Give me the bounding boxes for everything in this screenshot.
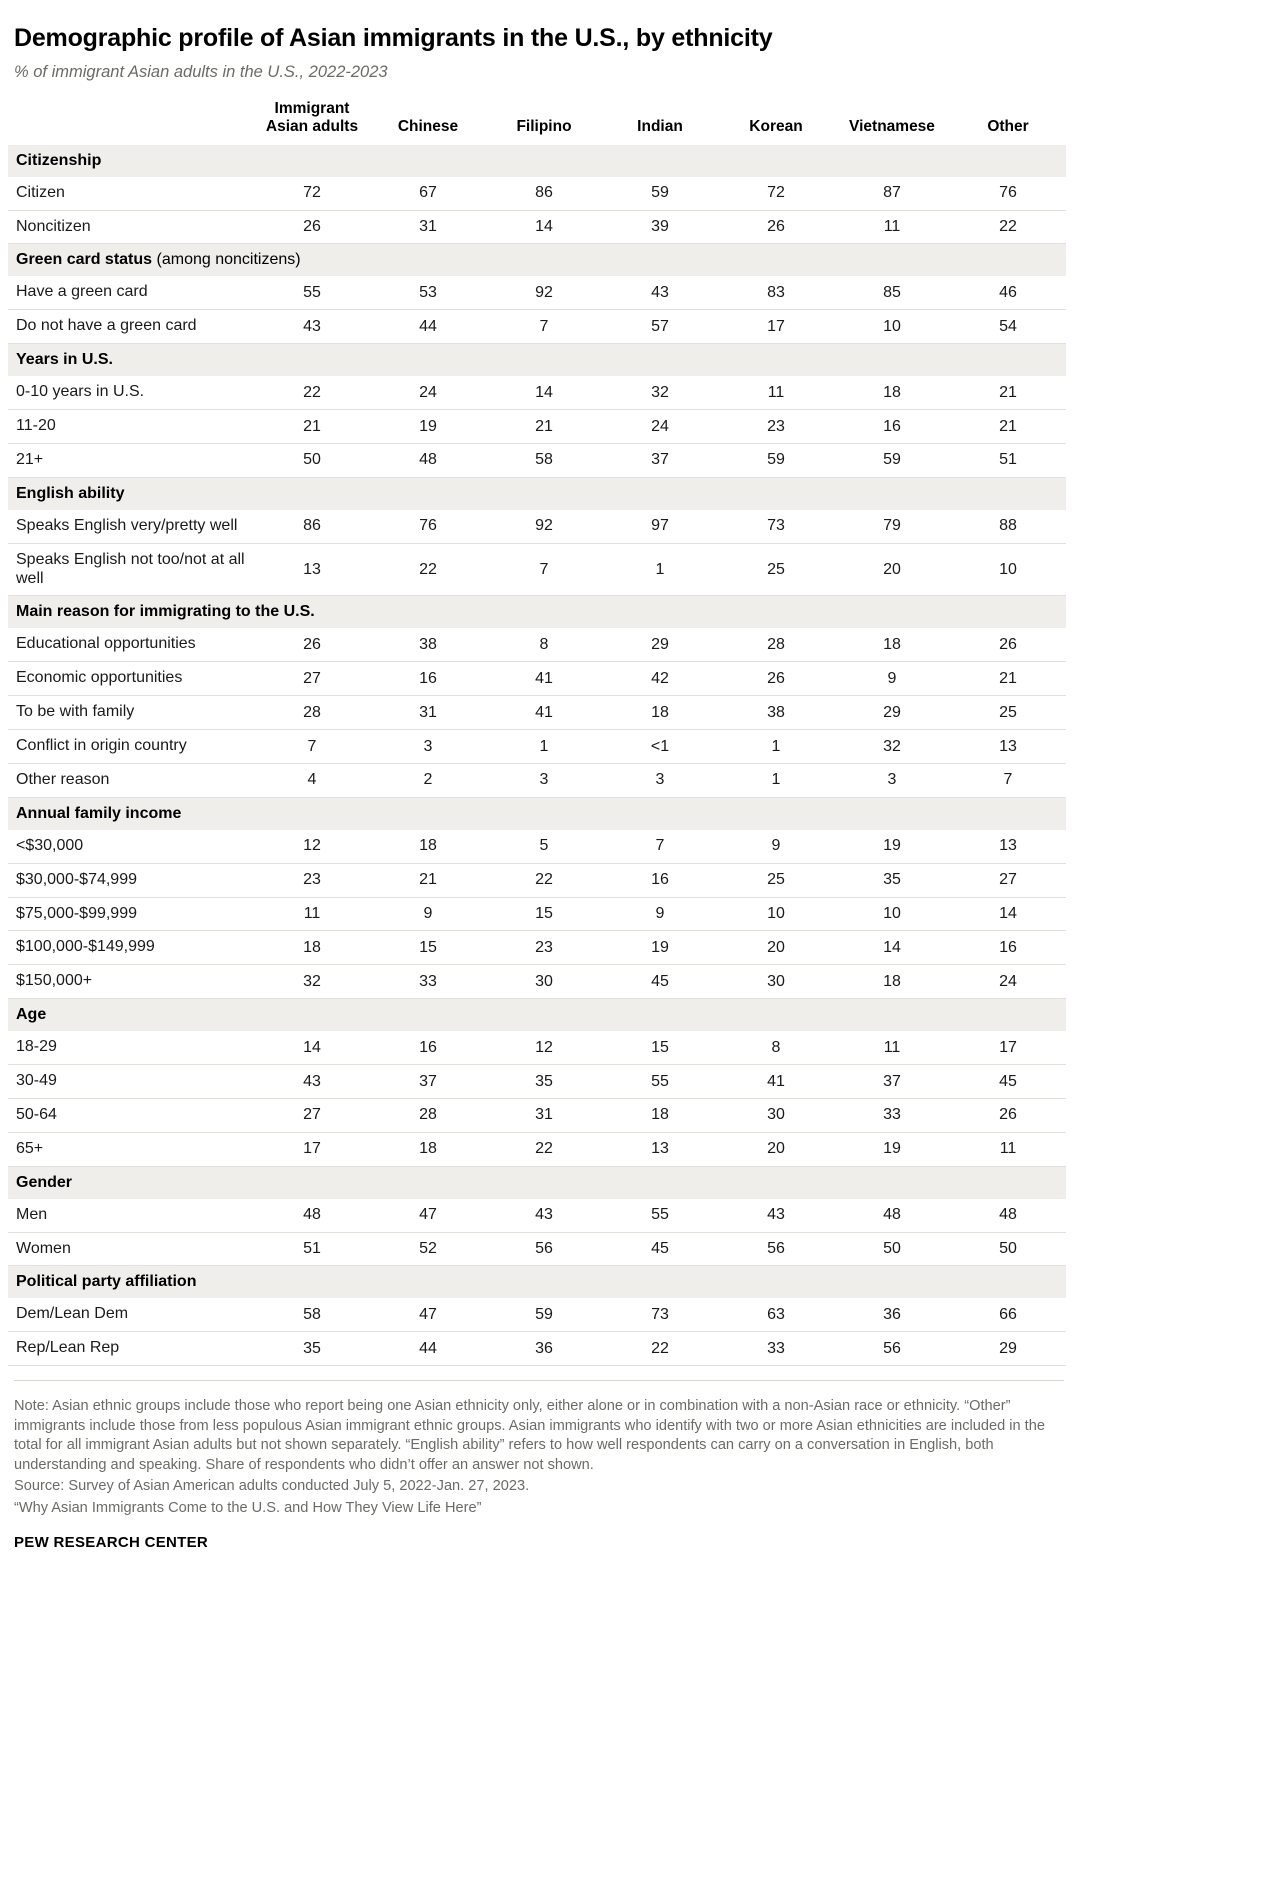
cell-value: 25 bbox=[718, 543, 834, 596]
cell-value: 19 bbox=[834, 1132, 950, 1166]
cell-value: 35 bbox=[834, 863, 950, 897]
table-row bbox=[8, 510, 1066, 543]
cell-value: 31 bbox=[370, 696, 486, 730]
row-label: Citizen bbox=[8, 177, 254, 210]
cell-value: 67 bbox=[370, 177, 486, 210]
row-label: Women bbox=[8, 1232, 254, 1266]
cell-value: 66 bbox=[950, 1298, 1066, 1331]
cell-value: 11 bbox=[834, 210, 950, 244]
section-title-text: Main reason for immigrating to the U.S. bbox=[16, 603, 315, 621]
section-title-text: Years in U.S. bbox=[16, 351, 113, 369]
column-header-label bbox=[8, 100, 254, 145]
cell-value: 8 bbox=[718, 1031, 834, 1064]
cell-value: 30 bbox=[486, 965, 602, 999]
table-row bbox=[8, 210, 1066, 244]
cell-value: 24 bbox=[370, 376, 486, 409]
cell-value: 42 bbox=[602, 662, 718, 696]
cell-value: 28 bbox=[254, 696, 370, 730]
section-title-subtext: (among noncitizens) bbox=[152, 251, 301, 269]
table-section-header bbox=[8, 797, 1066, 830]
section-title bbox=[8, 596, 1066, 629]
cell-value: 58 bbox=[254, 1298, 370, 1331]
cell-value: 85 bbox=[834, 276, 950, 309]
section-title-text: Gender bbox=[16, 1173, 73, 1191]
cell-value: 76 bbox=[950, 177, 1066, 210]
cell-value: 16 bbox=[602, 863, 718, 897]
cell-value: 7 bbox=[486, 543, 602, 596]
column-header-line2: Asian adults bbox=[265, 117, 359, 135]
cell-value: 92 bbox=[486, 276, 602, 309]
cell-value: 37 bbox=[602, 443, 718, 477]
cell-value: 26 bbox=[950, 1098, 1066, 1132]
cell-value: 21 bbox=[370, 863, 486, 897]
cell-value: 4 bbox=[254, 763, 370, 797]
section-title bbox=[8, 477, 1066, 510]
column-header-line1: Immigrant bbox=[274, 99, 350, 117]
cell-value: 50 bbox=[254, 443, 370, 477]
cell-value: 58 bbox=[486, 443, 602, 477]
table-row bbox=[8, 931, 1066, 965]
cell-value: 19 bbox=[370, 410, 486, 444]
table-section-header bbox=[8, 344, 1066, 377]
cell-value: 32 bbox=[834, 730, 950, 764]
cell-value: 14 bbox=[834, 931, 950, 965]
cell-value: 9 bbox=[370, 897, 486, 931]
cell-value: 20 bbox=[834, 543, 950, 596]
cell-value: 33 bbox=[370, 965, 486, 999]
section-title-text: Age bbox=[16, 1006, 47, 1024]
table-section-header bbox=[8, 477, 1066, 510]
table-header-row bbox=[8, 100, 1066, 145]
cell-value: 5 bbox=[486, 830, 602, 863]
chart-subtitle: % of immigrant Asian adults in the U.S., 2022-2023 bbox=[14, 62, 388, 81]
section-title bbox=[8, 797, 1066, 830]
cell-value: 17 bbox=[950, 1031, 1066, 1064]
cell-value: 23 bbox=[254, 863, 370, 897]
cell-value: 41 bbox=[718, 1065, 834, 1099]
cell-value: 56 bbox=[834, 1332, 950, 1366]
table-row bbox=[8, 410, 1066, 444]
column-header-korean: Korean bbox=[749, 117, 803, 135]
cell-value: 2 bbox=[370, 763, 486, 797]
section-title bbox=[8, 344, 1066, 377]
cell-value: 10 bbox=[834, 310, 950, 344]
cell-value: 41 bbox=[486, 696, 602, 730]
row-label: 21+ bbox=[8, 443, 254, 477]
cell-value: 51 bbox=[950, 443, 1066, 477]
cell-value: 56 bbox=[718, 1232, 834, 1266]
cell-value: 47 bbox=[370, 1298, 486, 1331]
table-section-header bbox=[8, 596, 1066, 629]
row-label: $100,000-$149,999 bbox=[8, 931, 254, 965]
cell-value: 76 bbox=[370, 510, 486, 543]
cell-value: 18 bbox=[834, 965, 950, 999]
row-label: Men bbox=[8, 1199, 254, 1232]
table-row bbox=[8, 276, 1066, 309]
row-label: Speaks English not too/not at all well bbox=[8, 543, 254, 596]
column-header-other: Other bbox=[987, 117, 1029, 135]
cell-value: 53 bbox=[370, 276, 486, 309]
section-title bbox=[8, 145, 1066, 177]
row-label: Conflict in origin country bbox=[8, 730, 254, 764]
row-label: $30,000-$74,999 bbox=[8, 863, 254, 897]
cell-value: 22 bbox=[254, 376, 370, 409]
section-title bbox=[8, 244, 1066, 277]
section-title-text: Citizenship bbox=[16, 151, 102, 169]
cell-value: 21 bbox=[950, 410, 1066, 444]
cell-value: 54 bbox=[950, 310, 1066, 344]
cell-value: 48 bbox=[254, 1199, 370, 1232]
cell-value: 38 bbox=[370, 628, 486, 661]
cell-value: 7 bbox=[486, 310, 602, 344]
cell-value: 23 bbox=[718, 410, 834, 444]
cell-value: 26 bbox=[254, 628, 370, 661]
column-header-filipino: Filipino bbox=[516, 117, 572, 135]
cell-value: 21 bbox=[950, 662, 1066, 696]
cell-value: 16 bbox=[950, 931, 1066, 965]
cell-value: 27 bbox=[254, 662, 370, 696]
cell-value: 73 bbox=[718, 510, 834, 543]
cell-value: 17 bbox=[254, 1132, 370, 1166]
cell-value: 46 bbox=[950, 276, 1066, 309]
table-row bbox=[8, 965, 1066, 999]
cell-value: 22 bbox=[486, 1132, 602, 1166]
cell-value: 45 bbox=[602, 965, 718, 999]
cell-value: 22 bbox=[950, 210, 1066, 244]
cell-value: 43 bbox=[486, 1199, 602, 1232]
table-row bbox=[8, 863, 1066, 897]
section-title-text: Annual family income bbox=[16, 804, 182, 822]
table-row bbox=[8, 1332, 1066, 1366]
row-label: 30-49 bbox=[8, 1065, 254, 1099]
table-row bbox=[8, 763, 1066, 797]
notes-divider bbox=[14, 1380, 1064, 1381]
cell-value: 9 bbox=[602, 897, 718, 931]
cell-value: 8 bbox=[486, 628, 602, 661]
cell-value: 26 bbox=[254, 210, 370, 244]
cell-value: 14 bbox=[950, 897, 1066, 931]
cell-value: 43 bbox=[718, 1199, 834, 1232]
cell-value: 30 bbox=[718, 1098, 834, 1132]
cell-value: 3 bbox=[834, 763, 950, 797]
cell-value: 19 bbox=[834, 830, 950, 863]
cell-value: 22 bbox=[370, 543, 486, 596]
cell-value: 25 bbox=[718, 863, 834, 897]
cell-value: 26 bbox=[718, 210, 834, 244]
cell-value: 22 bbox=[602, 1332, 718, 1366]
cell-value: 37 bbox=[370, 1065, 486, 1099]
cell-value: 50 bbox=[834, 1232, 950, 1266]
table-row bbox=[8, 1132, 1066, 1166]
cell-value: 25 bbox=[950, 696, 1066, 730]
cell-value: 33 bbox=[834, 1098, 950, 1132]
cell-value: 29 bbox=[602, 628, 718, 661]
cell-value: 88 bbox=[950, 510, 1066, 543]
cell-value: 15 bbox=[370, 931, 486, 965]
cell-value: 36 bbox=[834, 1298, 950, 1331]
cell-value: 55 bbox=[254, 276, 370, 309]
cell-value: 45 bbox=[950, 1065, 1066, 1099]
cell-value: 18 bbox=[254, 931, 370, 965]
pew-research-center-logo: PEW RESEARCH CENTER bbox=[14, 1534, 209, 1552]
section-title bbox=[8, 999, 1066, 1032]
cell-value: 32 bbox=[254, 965, 370, 999]
cell-value: 14 bbox=[486, 376, 602, 409]
row-label: Dem/Lean Dem bbox=[8, 1298, 254, 1331]
cell-value: 19 bbox=[602, 931, 718, 965]
cell-value: 1 bbox=[486, 730, 602, 764]
cell-value: 15 bbox=[486, 897, 602, 931]
table-row bbox=[8, 696, 1066, 730]
table-row bbox=[8, 1298, 1066, 1331]
cell-value: 11 bbox=[950, 1132, 1066, 1166]
cell-value: 72 bbox=[718, 177, 834, 210]
cell-value: 29 bbox=[834, 696, 950, 730]
section-title bbox=[8, 1166, 1066, 1199]
cell-value: 31 bbox=[370, 210, 486, 244]
table-row bbox=[8, 443, 1066, 477]
table-row bbox=[8, 543, 1066, 596]
cell-value: 24 bbox=[602, 410, 718, 444]
cell-value: 18 bbox=[834, 376, 950, 409]
cell-value: 45 bbox=[602, 1232, 718, 1266]
column-header-immigrant-asian-adults bbox=[254, 100, 370, 145]
cell-value: 11 bbox=[254, 897, 370, 931]
column-header-indian: Indian bbox=[637, 117, 683, 135]
row-label: To be with family bbox=[8, 696, 254, 730]
cell-value: 59 bbox=[834, 443, 950, 477]
table-row bbox=[8, 730, 1066, 764]
cell-value: 22 bbox=[486, 863, 602, 897]
cell-value: 55 bbox=[602, 1199, 718, 1232]
cell-value: 10 bbox=[950, 543, 1066, 596]
cell-value: 43 bbox=[254, 310, 370, 344]
cell-value: 44 bbox=[370, 1332, 486, 1366]
row-label: 0-10 years in U.S. bbox=[8, 376, 254, 409]
cell-value: 48 bbox=[834, 1199, 950, 1232]
cell-value: 21 bbox=[486, 410, 602, 444]
cell-value: 63 bbox=[718, 1298, 834, 1331]
cell-value: 1 bbox=[718, 763, 834, 797]
cell-value: 55 bbox=[602, 1065, 718, 1099]
cell-value: 27 bbox=[950, 863, 1066, 897]
cell-value: 44 bbox=[370, 310, 486, 344]
cell-value: 28 bbox=[370, 1098, 486, 1132]
table-section-header bbox=[8, 145, 1066, 177]
cell-value: 7 bbox=[602, 830, 718, 863]
table-row bbox=[8, 1199, 1066, 1232]
cell-value: 37 bbox=[834, 1065, 950, 1099]
cell-value: 59 bbox=[486, 1298, 602, 1331]
cell-value: 16 bbox=[370, 662, 486, 696]
section-title bbox=[8, 1266, 1066, 1299]
row-label: $75,000-$99,999 bbox=[8, 897, 254, 931]
cell-value: 86 bbox=[254, 510, 370, 543]
row-label: <$30,000 bbox=[8, 830, 254, 863]
cell-value: 52 bbox=[370, 1232, 486, 1266]
cell-value: 36 bbox=[486, 1332, 602, 1366]
cell-value: 11 bbox=[834, 1031, 950, 1064]
cell-value: 97 bbox=[602, 510, 718, 543]
cell-value: 24 bbox=[950, 965, 1066, 999]
demographic-table bbox=[8, 100, 1066, 1366]
row-label: Educational opportunities bbox=[8, 628, 254, 661]
table-row bbox=[8, 177, 1066, 210]
table-row bbox=[8, 1098, 1066, 1132]
row-label: 11-20 bbox=[8, 410, 254, 444]
cell-value: 9 bbox=[834, 662, 950, 696]
cell-value: 7 bbox=[950, 763, 1066, 797]
row-label: Noncitizen bbox=[8, 210, 254, 244]
cell-value: 3 bbox=[486, 763, 602, 797]
cell-value: 20 bbox=[718, 931, 834, 965]
notes-block bbox=[14, 1397, 1064, 1518]
cell-value: 92 bbox=[486, 510, 602, 543]
row-label: $150,000+ bbox=[8, 965, 254, 999]
cell-value: 12 bbox=[254, 830, 370, 863]
row-label: Have a green card bbox=[8, 276, 254, 309]
cell-value: 28 bbox=[718, 628, 834, 661]
chart-title: Demographic profile of Asian immigrants in the U.S., by ethnicity bbox=[14, 24, 773, 52]
section-title-text: Political party affiliation bbox=[16, 1273, 197, 1291]
report-title: “Why Asian Immigrants Come to the U.S. and How They View Life Here” bbox=[14, 1499, 482, 1516]
cell-value: 47 bbox=[370, 1199, 486, 1232]
row-label: 65+ bbox=[8, 1132, 254, 1166]
row-label: Do not have a green card bbox=[8, 310, 254, 344]
column-header-vietnamese: Vietnamese bbox=[849, 117, 935, 135]
cell-value: 13 bbox=[950, 830, 1066, 863]
cell-value: 23 bbox=[486, 931, 602, 965]
row-label: Other reason bbox=[8, 763, 254, 797]
cell-value: 18 bbox=[602, 1098, 718, 1132]
cell-value: 18 bbox=[370, 1132, 486, 1166]
cell-value: 3 bbox=[370, 730, 486, 764]
cell-value: 14 bbox=[254, 1031, 370, 1064]
cell-value: 20 bbox=[718, 1132, 834, 1166]
cell-value: <1 bbox=[602, 730, 718, 764]
cell-value: 18 bbox=[834, 628, 950, 661]
source-text: Source: Survey of Asian American adults conducted July 5, 2022-Jan. 27, 2023. bbox=[14, 1478, 530, 1495]
cell-value: 86 bbox=[486, 177, 602, 210]
cell-value: 14 bbox=[486, 210, 602, 244]
cell-value: 18 bbox=[370, 830, 486, 863]
cell-value: 9 bbox=[718, 830, 834, 863]
section-title-text: English ability bbox=[16, 484, 125, 502]
cell-value: 16 bbox=[370, 1031, 486, 1064]
column-header-chinese: Chinese bbox=[397, 117, 459, 135]
cell-value: 21 bbox=[950, 376, 1066, 409]
cell-value: 18 bbox=[602, 696, 718, 730]
cell-value: 1 bbox=[602, 543, 718, 596]
cell-value: 72 bbox=[254, 177, 370, 210]
row-label: Speaks English very/pretty well bbox=[8, 510, 254, 543]
cell-value: 10 bbox=[834, 897, 950, 931]
table-section-header bbox=[8, 244, 1066, 277]
row-label: 18-29 bbox=[8, 1031, 254, 1064]
note-text: Note: Asian ethnic groups include those who report being one Asian ethnicity only, either alone or in combination with a non-Asian race or ethnicity. “Other” immigrants include those from less populous Asian immigrant ethnic groups. Asian immigrants who identify with two or more Asian ethnicities are included in the total for all immigrant Asian adults but not shown separately. “English ability” refers to how well respondents can carry on a conversation in English, both understanding and speaking. Share of respondents who didn’t offer an answer not shown. bbox=[14, 1398, 1045, 1473]
cell-value: 35 bbox=[486, 1065, 602, 1099]
cell-value: 15 bbox=[602, 1031, 718, 1064]
cell-value: 1 bbox=[718, 730, 834, 764]
cell-value: 29 bbox=[950, 1332, 1066, 1366]
table-row bbox=[8, 662, 1066, 696]
cell-value: 26 bbox=[950, 628, 1066, 661]
cell-value: 59 bbox=[718, 443, 834, 477]
table-section-header bbox=[8, 1266, 1066, 1299]
cell-value: 11 bbox=[718, 376, 834, 409]
cell-value: 87 bbox=[834, 177, 950, 210]
cell-value: 7 bbox=[254, 730, 370, 764]
section-title-text: Green card status bbox=[16, 251, 153, 269]
table-body bbox=[8, 145, 1066, 1366]
cell-value: 26 bbox=[718, 662, 834, 696]
table-section-header bbox=[8, 1166, 1066, 1199]
table-row bbox=[8, 897, 1066, 931]
cell-value: 17 bbox=[718, 310, 834, 344]
table-row bbox=[8, 1232, 1066, 1266]
cell-value: 51 bbox=[254, 1232, 370, 1266]
cell-value: 30 bbox=[718, 965, 834, 999]
cell-value: 27 bbox=[254, 1098, 370, 1132]
table-row bbox=[8, 1065, 1066, 1099]
cell-value: 59 bbox=[602, 177, 718, 210]
row-label: 50-64 bbox=[8, 1098, 254, 1132]
cell-value: 21 bbox=[254, 410, 370, 444]
cell-value: 35 bbox=[254, 1332, 370, 1366]
table-row bbox=[8, 310, 1066, 344]
cell-value: 10 bbox=[718, 897, 834, 931]
cell-value: 39 bbox=[602, 210, 718, 244]
table-row bbox=[8, 628, 1066, 661]
cell-value: 41 bbox=[486, 662, 602, 696]
cell-value: 32 bbox=[602, 376, 718, 409]
cell-value: 13 bbox=[602, 1132, 718, 1166]
cell-value: 16 bbox=[834, 410, 950, 444]
cell-value: 56 bbox=[486, 1232, 602, 1266]
cell-value: 31 bbox=[486, 1098, 602, 1132]
cell-value: 13 bbox=[950, 730, 1066, 764]
row-label: Rep/Lean Rep bbox=[8, 1332, 254, 1366]
cell-value: 43 bbox=[254, 1065, 370, 1099]
cell-value: 13 bbox=[254, 543, 370, 596]
cell-value: 57 bbox=[602, 310, 718, 344]
table-row bbox=[8, 830, 1066, 863]
cell-value: 48 bbox=[370, 443, 486, 477]
cell-value: 33 bbox=[718, 1332, 834, 1366]
cell-value: 48 bbox=[950, 1199, 1066, 1232]
cell-value: 38 bbox=[718, 696, 834, 730]
cell-value: 73 bbox=[602, 1298, 718, 1331]
table-section-header bbox=[8, 999, 1066, 1032]
table-row bbox=[8, 376, 1066, 409]
cell-value: 3 bbox=[602, 763, 718, 797]
table-row bbox=[8, 1031, 1066, 1064]
cell-value: 12 bbox=[486, 1031, 602, 1064]
cell-value: 43 bbox=[602, 276, 718, 309]
row-label: Economic opportunities bbox=[8, 662, 254, 696]
cell-value: 79 bbox=[834, 510, 950, 543]
cell-value: 50 bbox=[950, 1232, 1066, 1266]
cell-value: 83 bbox=[718, 276, 834, 309]
